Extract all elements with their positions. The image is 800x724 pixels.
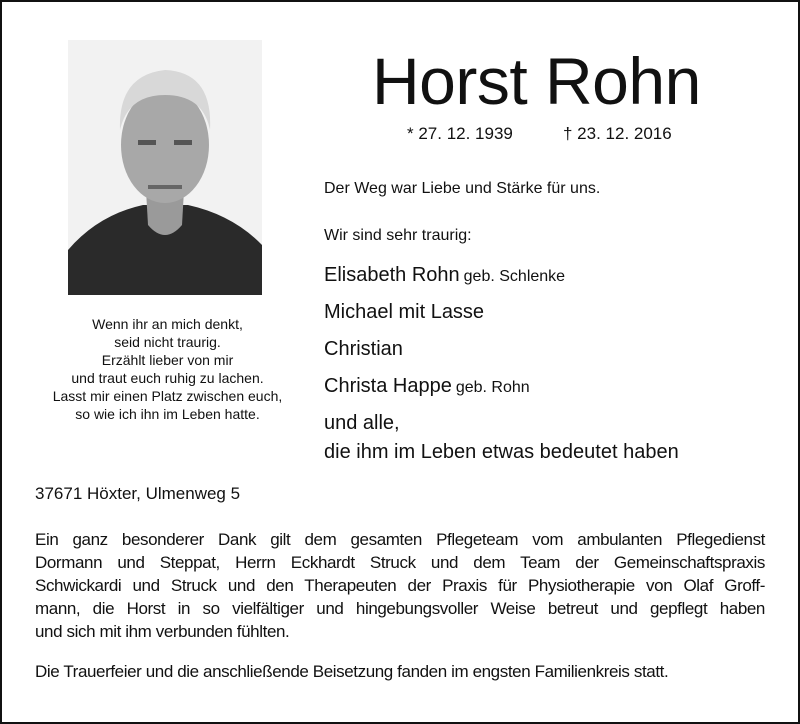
birth-date: * 27. 12. 1939 [407,124,513,143]
deceased-name: Horst Rohn [372,44,701,118]
motto: Der Weg war Liebe und Stärke für uns. [324,180,601,197]
poem-line: Lasst mir einen Platz zwischen euch, [52,388,283,404]
thanks-paragraph [35,528,765,643]
poem [30,315,305,423]
address: 37671 Höxter, Ulmenweg 5 [35,484,241,503]
mourners-intro: Wir sind sehr traurig: [324,227,472,244]
mourner: Christian [324,338,403,360]
thanks-line: Dormann und Steppat, Herrn Eckhardt Struck und dem Team der Gemeinschaftspraxis [35,553,765,572]
mourner: Elisabeth Rohn geb. Schlenke [324,264,566,286]
closing-line: die ihm im Leben etwas bedeutet haben [324,441,679,463]
thanks-line: mann, die Horst in so vielfältiger und hingebungsvoller Weise betreut und gepflegt haben [35,599,765,618]
poem-line: und traut euch ruhig zu lachen. [71,370,264,386]
thanks-line: Schwickardi und Struck und den Therapeuten der Praxis für Physiotherapie von Olaf Groff- [35,576,765,595]
funeral-note: Die Trauerfeier und die anschließende Beisetzung fanden im engsten Familienkreis statt. [35,662,669,681]
poem-line: seid nicht traurig. [114,334,221,350]
portrait-photo [68,40,262,295]
closing-line: und alle, [324,412,400,434]
poem-line: Wenn ihr an mich denkt, [92,316,243,332]
thanks-line: Ein ganz besonderer Dank gilt dem gesamten Pflegeteam vom ambulanten Pflegedienst [35,530,765,549]
thanks-line: und sich mit ihm verbunden fühlten. [35,622,290,641]
poem-line: Erzählt lieber von mir [101,352,234,368]
mourner: Michael mit Lasse [324,301,485,323]
death-date: † 23. 12. 2016 [563,124,672,143]
mourner: Christa Happe geb. Rohn [324,375,530,397]
poem-line: so wie ich ihn im Leben hatte. [75,406,260,422]
